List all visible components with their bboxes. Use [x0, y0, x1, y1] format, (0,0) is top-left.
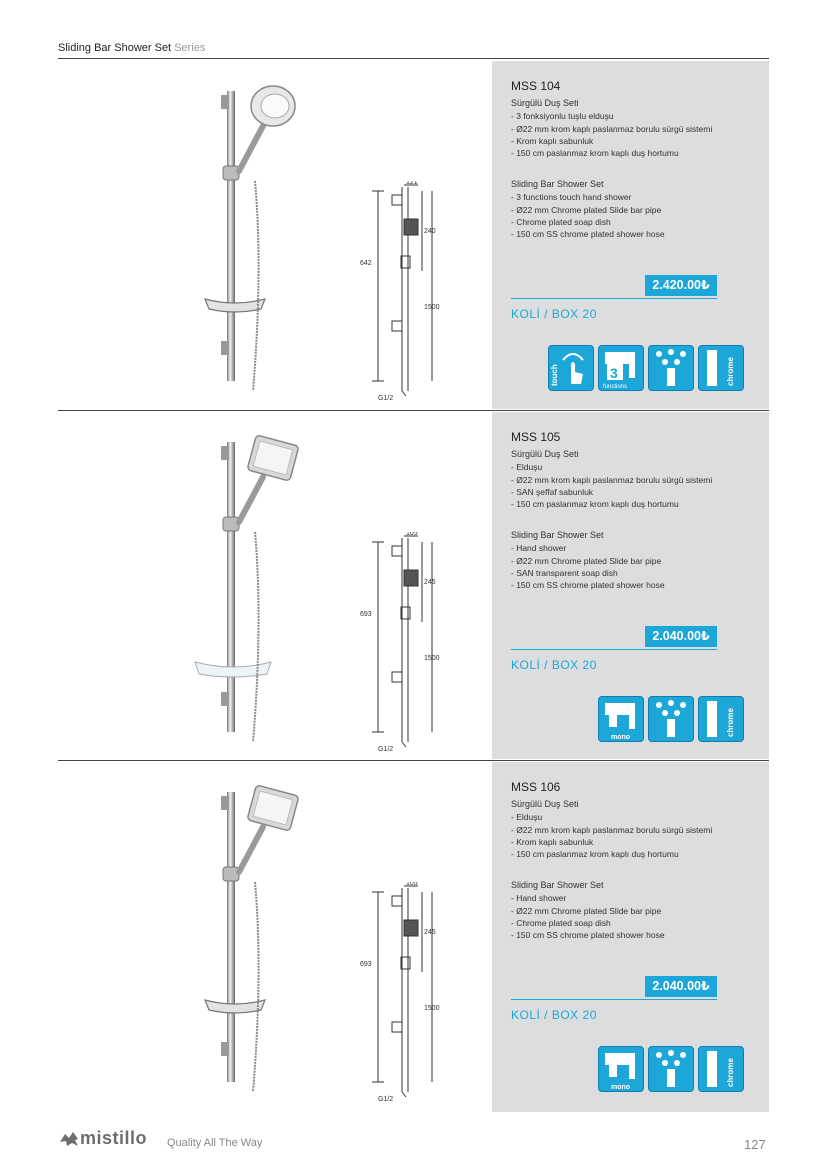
spec-title-en: Sliding Bar Shower Set	[511, 880, 604, 890]
dim-hose: 1500	[424, 304, 440, 311]
page-number: 127	[744, 1137, 766, 1152]
mono-icon	[598, 1046, 644, 1092]
dim-thread: G1/2	[378, 1096, 394, 1102]
dim-bar: 693	[360, 961, 372, 968]
spray-icon	[648, 345, 694, 391]
dim-hose: 1500	[424, 1005, 440, 1012]
svg-text:3: 3	[610, 365, 618, 381]
spec-title-tr: Sürgülü Duş Seti	[511, 799, 579, 809]
spec-item-en: - Ø22 mm Chrome plated Slide bar pipe	[511, 204, 662, 215]
svg-text:chrome: chrome	[726, 708, 735, 737]
box-quantity: KOLİ / BOX 20	[511, 307, 597, 321]
product-photo	[143, 71, 323, 401]
product-photo	[143, 772, 323, 1102]
dim-thread: G1/2	[378, 746, 394, 752]
logo-mark-icon	[58, 1130, 80, 1148]
dim-width: 105	[406, 532, 418, 537]
dim-width: 105	[406, 882, 418, 887]
spec-item-tr: - Krom kaplı sabunluk	[511, 135, 594, 146]
price-tag: 2.040.00₺	[645, 626, 717, 647]
model-code: MSS 105	[511, 430, 561, 444]
dim-head: 245	[424, 579, 436, 586]
dim-bar: 693	[360, 611, 372, 618]
spec-title-tr: Sürgülü Duş Seti	[511, 449, 579, 459]
svg-text:chrome: chrome	[726, 1058, 735, 1087]
product-section	[58, 412, 769, 759]
section-divider	[58, 760, 769, 761]
price-rule	[511, 649, 717, 650]
spec-title-tr: Sürgülü Duş Seti	[511, 98, 579, 108]
spec-tr	[511, 97, 712, 159]
spec-item-en: - Hand shower	[511, 893, 567, 904]
spec-item-en: - Ø22 mm Chrome plated Slide bar pipe	[511, 555, 662, 566]
logo-wordmark: mistillo	[80, 1128, 148, 1148]
spec-item-en: - 150 cm SS chrome plated shower hose	[511, 580, 665, 591]
spec-item-tr: - Elduşu	[511, 812, 543, 823]
price-rule	[511, 999, 717, 1000]
spec-item-tr: - 150 cm paslanmaz krom kaplı duş hortumu	[511, 148, 679, 159]
spec-en	[511, 178, 665, 240]
spec-item-en: - 150 cm SS chrome plated shower hose	[511, 229, 665, 240]
spec-item-en: - SAN transparent soap dish	[511, 567, 618, 578]
header-subtitle: Series	[174, 42, 206, 54]
spray-icon	[648, 1046, 694, 1092]
spec-item-en: - Hand shower	[511, 543, 567, 554]
product-section	[58, 762, 769, 1112]
product-info-panel	[492, 762, 769, 1112]
box-quantity: KOLİ / BOX 20	[511, 1008, 597, 1022]
price-rule	[511, 298, 717, 299]
spec-item-en: - Ø22 mm Chrome plated Slide bar pipe	[511, 905, 662, 916]
spec-title-en: Sliding Bar Shower Set	[511, 530, 604, 540]
product-photo	[143, 422, 323, 752]
model-code: MSS 104	[511, 79, 561, 93]
tagline: Quality All The Way	[167, 1137, 263, 1149]
dim-hose: 1500	[424, 655, 440, 662]
spec-item-en: - Chrome plated soap dish	[511, 216, 611, 227]
feature-icons	[598, 696, 744, 742]
technical-drawing	[358, 532, 488, 752]
chrome-icon	[698, 345, 744, 391]
touch-icon	[548, 345, 594, 391]
svg-text:functions: functions	[603, 384, 628, 390]
feature-icons	[548, 345, 744, 391]
price-tag: 2.040.00₺	[645, 976, 717, 997]
header-rule	[58, 58, 769, 59]
dim-bar: 642	[360, 260, 372, 267]
dim-head: 245	[424, 929, 436, 936]
spec-item-tr: - Ø22 mm krom kaplı paslanmaz borulu sürgü sistemi	[511, 824, 713, 835]
spec-item-tr: - Elduşu	[511, 462, 543, 473]
spec-item-tr: - Ø22 mm krom kaplı paslanmaz borulu sürgü sistemi	[511, 474, 713, 485]
mono-icon	[598, 696, 644, 742]
dim-head: 240	[424, 228, 436, 235]
box-quantity: KOLİ / BOX 20	[511, 658, 597, 672]
product-section	[58, 61, 769, 409]
spec-item-tr: - Krom kaplı sabunluk	[511, 836, 594, 847]
chrome-icon	[698, 696, 744, 742]
spec-item-en: - Chrome plated soap dish	[511, 917, 611, 928]
feature-icons	[598, 1046, 744, 1092]
spec-title-en: Sliding Bar Shower Set	[511, 179, 604, 189]
spray-icon	[648, 696, 694, 742]
3-functions-icon	[598, 345, 644, 391]
spec-item-en: - 150 cm SS chrome plated shower hose	[511, 930, 665, 941]
chrome-icon	[698, 1046, 744, 1092]
spec-en	[511, 529, 665, 591]
svg-text:mono: mono	[611, 1084, 631, 1091]
model-code: MSS 106	[511, 780, 561, 794]
svg-text:mono: mono	[611, 734, 631, 741]
svg-text:touch: touch	[550, 364, 559, 386]
spec-item-tr: - 150 cm paslanmaz krom kaplı duş hortumu	[511, 499, 679, 510]
dim-thread: G1/2	[378, 395, 394, 401]
spec-item-tr: - SAN şeffaf sabunluk	[511, 486, 594, 497]
dim-width: 121	[406, 181, 418, 186]
section-divider	[58, 410, 769, 411]
spec-item-tr: - 3 fonksiyonlu tuşlu elduşu	[511, 111, 614, 122]
spec-tr	[511, 448, 712, 510]
technical-drawing	[358, 181, 488, 401]
page-header	[58, 42, 205, 54]
brand-logo	[58, 1128, 147, 1149]
spec-item-tr: - 150 cm paslanmaz krom kaplı duş hortumu	[511, 849, 679, 860]
product-info-panel	[492, 412, 769, 759]
spec-tr	[511, 798, 712, 860]
spec-item-tr: - Ø22 mm krom kaplı paslanmaz borulu sürgü sistemi	[511, 123, 713, 134]
spec-en	[511, 879, 665, 941]
spec-item-en: - 3 functions touch hand shower	[511, 192, 632, 203]
technical-drawing	[358, 882, 488, 1102]
svg-text:chrome: chrome	[726, 357, 735, 386]
price-tag: 2.420.00₺	[645, 275, 717, 296]
product-info-panel	[492, 61, 769, 409]
header-title: Sliding Bar Shower Set	[58, 42, 172, 54]
